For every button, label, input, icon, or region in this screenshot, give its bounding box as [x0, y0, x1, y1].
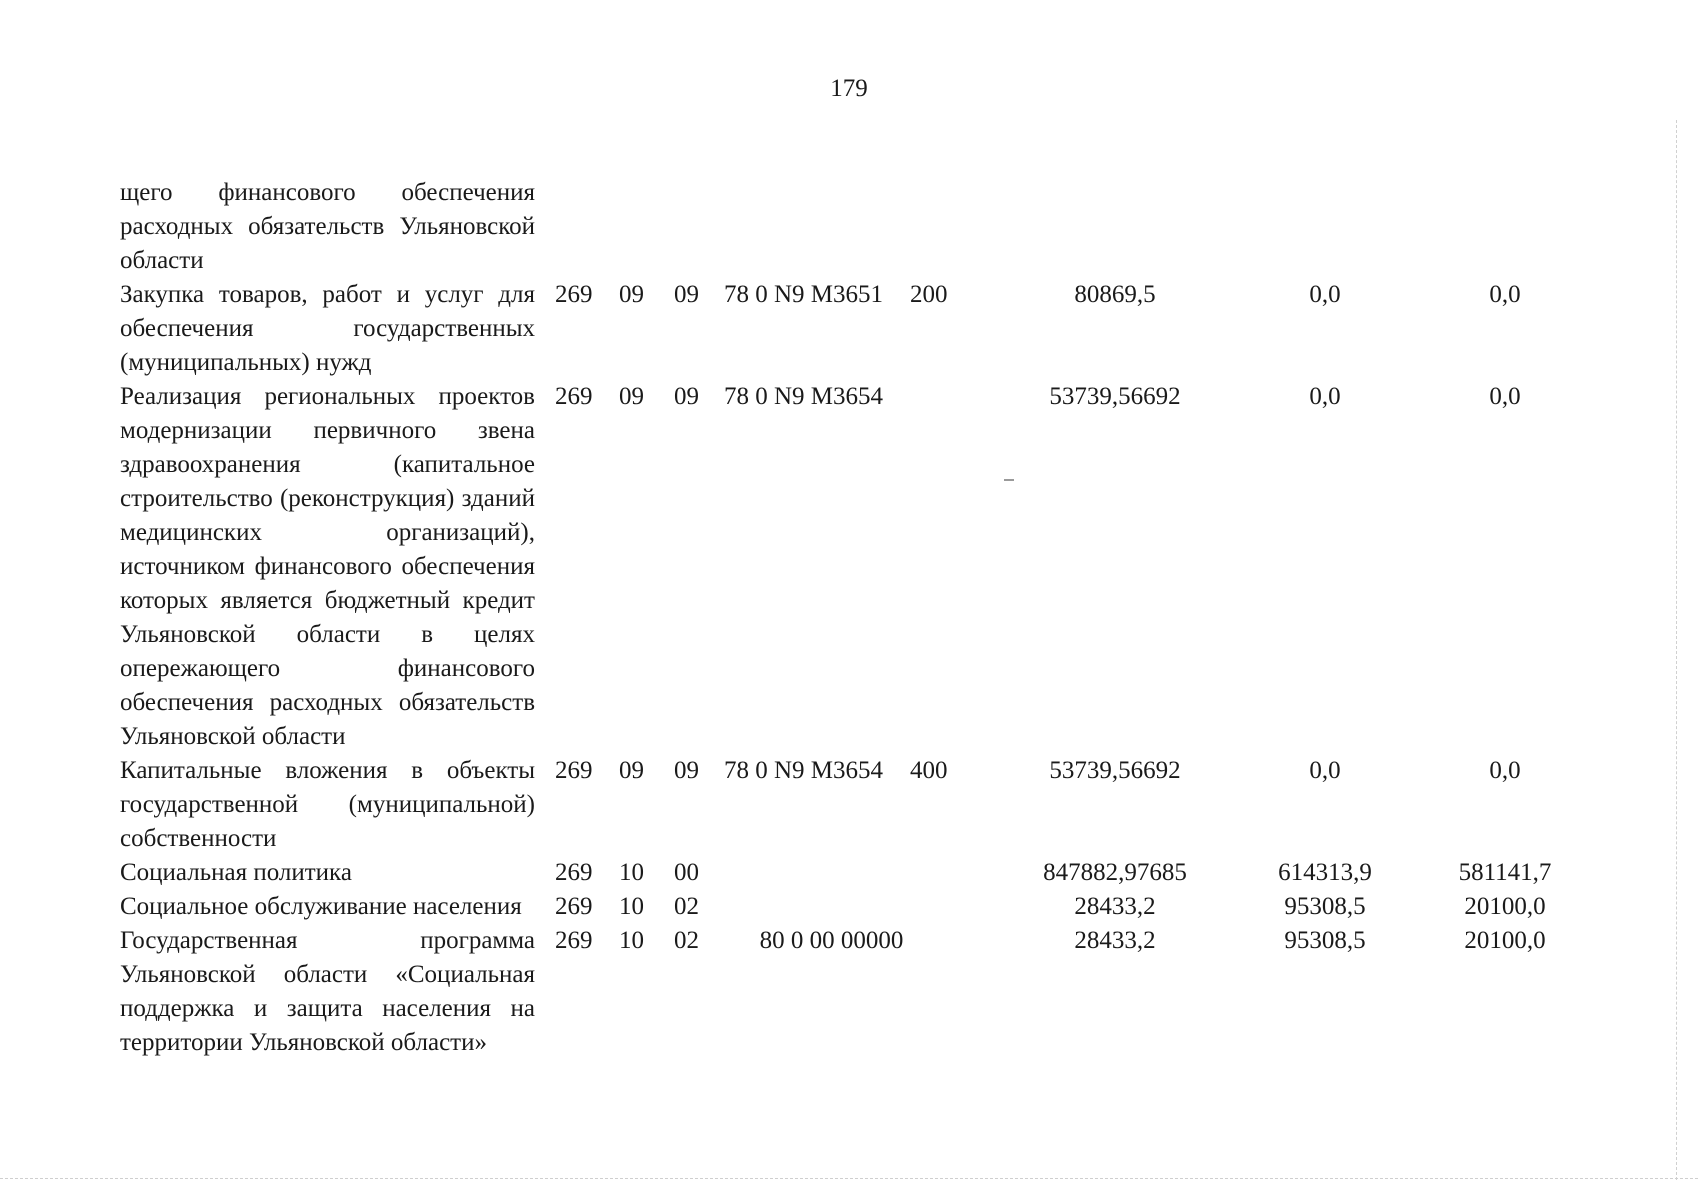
cell-rz: 10 — [619, 927, 644, 954]
cell-gr: 269 — [555, 893, 593, 920]
table-row — [120, 856, 1580, 890]
row-description: щего финансового обеспечения расходных обязательств Ульяновской области — [120, 179, 535, 274]
cell-gr: 269 — [555, 927, 593, 954]
cell-pr: 02 — [674, 893, 699, 920]
cell-csr: 78 0 N9 M3651 — [724, 281, 884, 308]
cell-gr: 269 — [555, 757, 593, 784]
cell-pr: 09 — [674, 383, 699, 410]
cell-year2: 0,0 — [1309, 281, 1341, 308]
budget-table — [120, 176, 1580, 1060]
cell-year2: 0,0 — [1309, 383, 1341, 410]
cell-pr: 00 — [674, 859, 699, 886]
table-row — [120, 176, 1580, 278]
row-description: Государственная программа Ульяновской области «Социальная поддержка и защита населения на территории Ульяновской области» — [120, 927, 535, 1056]
row-description: Социальное обслуживание населения — [120, 893, 522, 920]
cell-vr: 200 — [910, 281, 948, 308]
table-row — [120, 278, 1580, 380]
row-description: Закупка товаров, работ и услуг для обеспечения государственных (муниципальных) нужд — [120, 281, 535, 376]
cell-year3: 0,0 — [1489, 383, 1521, 410]
scan-edge-bottom — [0, 1178, 1698, 1180]
cell-year1: 80869,5 — [1074, 281, 1156, 308]
cell-year1: 847882,97685 — [1043, 859, 1187, 886]
page-number: 179 — [830, 75, 868, 102]
cell-year1: 28433,2 — [1074, 927, 1156, 954]
cell-year3: 20100,0 — [1464, 927, 1546, 954]
cell-year2: 614313,9 — [1278, 859, 1372, 886]
cell-vr: 400 — [910, 757, 948, 784]
cell-pr: 02 — [674, 927, 699, 954]
cell-year2: 0,0 — [1309, 757, 1341, 784]
table-row — [120, 754, 1580, 856]
scan-speck — [1004, 479, 1014, 481]
cell-year1: 28433,2 — [1074, 893, 1156, 920]
cell-gr: 269 — [555, 383, 593, 410]
cell-gr: 269 — [555, 281, 593, 308]
cell-year3: 20100,0 — [1464, 893, 1546, 920]
row-description: Социальная политика — [120, 859, 352, 886]
cell-year1: 53739,56692 — [1049, 757, 1181, 784]
row-description: Капитальные вложения в объекты государственной (муниципальной) собственности — [120, 757, 535, 852]
row-description: Реализация региональных проектов модернизации первичного звена здравоохранения (капитальное строительство (реконструкция) зданий медицинских организаций), источником финансового обеспечения которых является бюджетный кредит Ульяновской области в целях опережающего финансового обеспечения расходных обязательств Ульяновской области — [120, 383, 535, 750]
cell-gr: 269 — [555, 859, 593, 886]
cell-rz: 10 — [619, 893, 644, 920]
cell-rz: 09 — [619, 383, 644, 410]
table-row — [120, 924, 1580, 1060]
cell-year2: 95308,5 — [1284, 927, 1366, 954]
cell-csr: 78 0 N9 M3654 — [724, 757, 884, 784]
cell-year3: 0,0 — [1489, 757, 1521, 784]
cell-csr: 78 0 N9 M3654 — [724, 383, 884, 410]
table-row — [120, 380, 1580, 754]
cell-year3: 0,0 — [1489, 281, 1521, 308]
cell-rz: 09 — [619, 281, 644, 308]
cell-rz: 09 — [619, 757, 644, 784]
cell-rz: 10 — [619, 859, 644, 886]
cell-csr: 80 0 00 00000 — [759, 927, 904, 954]
scan-edge-right — [1676, 120, 1678, 1180]
cell-year3: 581141,7 — [1458, 859, 1552, 886]
cell-year1: 53739,56692 — [1049, 383, 1181, 410]
cell-pr: 09 — [674, 281, 699, 308]
cell-year2: 95308,5 — [1284, 893, 1366, 920]
table-row — [120, 890, 1580, 924]
cell-pr: 09 — [674, 757, 699, 784]
